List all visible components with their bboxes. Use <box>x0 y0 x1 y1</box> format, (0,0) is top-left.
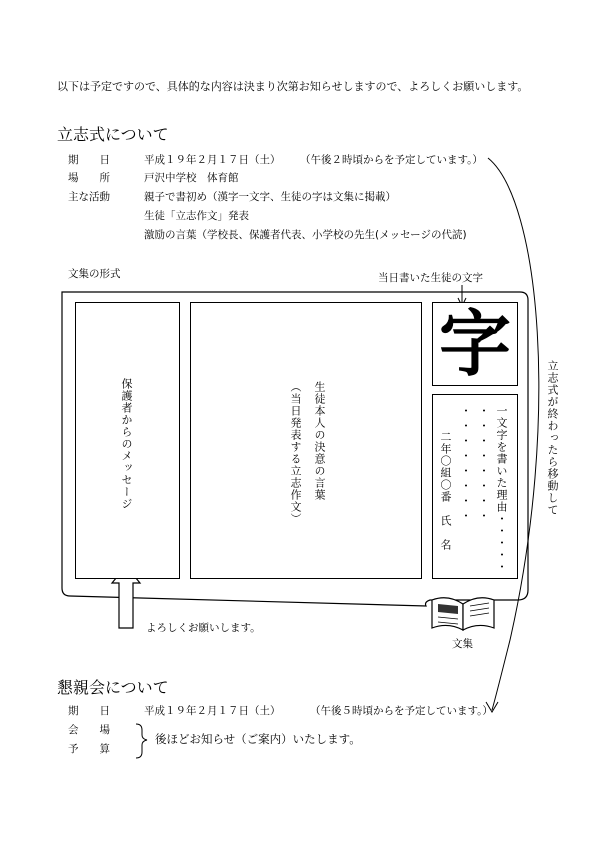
brace <box>136 724 147 758</box>
party-date-value: 平成１９年２月１７日（土） <box>144 705 281 717</box>
book-icon <box>432 598 494 630</box>
book-label: 文集 <box>452 638 473 650</box>
party-date-note: （午後５時頃からを予定しています。） <box>310 705 493 717</box>
activities-label: 主な活動 <box>68 191 110 203</box>
budget-label: 予 算 <box>68 743 110 755</box>
student-essay-title: 生徒本人の決意の言葉 <box>313 381 326 501</box>
side-note: 立志式が終わったら移動して <box>546 360 559 516</box>
dots-line: ・・・・・・・・ <box>459 405 472 525</box>
venue-label: 会 場 <box>68 724 110 736</box>
parent-message-panel <box>75 302 180 579</box>
intro-text: 以下は予定ですので、具体的な内容は決まり次第お知らせしますので、よろしくお願いします。 <box>57 80 529 93</box>
character-panel <box>432 302 518 386</box>
name-line: 二年〇組〇番 氏 名 <box>439 431 452 551</box>
section-title-risshi: 立志式について <box>57 125 169 144</box>
activity-item: 激励の言葉（学校長、保護者代表、小学校の先生(メッセージの代読) <box>144 229 467 241</box>
student-info-panel <box>432 394 518 579</box>
student-essay-panel <box>190 302 422 579</box>
place-value: 戸沢中学校 体育館 <box>144 172 239 184</box>
date-label: 期 日 <box>68 154 110 166</box>
parent-message-label: 保護者からのメッセージ <box>120 378 133 510</box>
date-value: 平成１９年２月１７日（土） <box>144 154 281 166</box>
tbd-note: 後ほどお知らせ（ご案内）いたします。 <box>155 732 361 746</box>
student-essay-subtitle: （当日発表する立志作文） <box>289 381 302 525</box>
section-title-konshin: 懇親会について <box>57 678 169 697</box>
party-date-label: 期 日 <box>68 705 110 717</box>
place-label: 場 所 <box>68 172 110 184</box>
date-note: （午後２時頃からを予定しています。） <box>300 154 483 166</box>
dots-line: ・・・・・・・・ <box>477 405 490 525</box>
activity-item: 親子で書初め（漢字一文字、生徒の字は文集に掲載） <box>144 191 396 203</box>
reason-line: 一文字を書いた理由・・・・・ <box>495 405 508 573</box>
anthology-heading: 文集の形式 <box>68 268 121 280</box>
activity-item: 生徒「立志作文」発表 <box>144 210 249 222</box>
character-caption: 当日書いた生徒の文字 <box>378 272 483 284</box>
arrow-note: よろしくお願いします。 <box>146 622 261 634</box>
big-character: 字 <box>438 301 511 386</box>
